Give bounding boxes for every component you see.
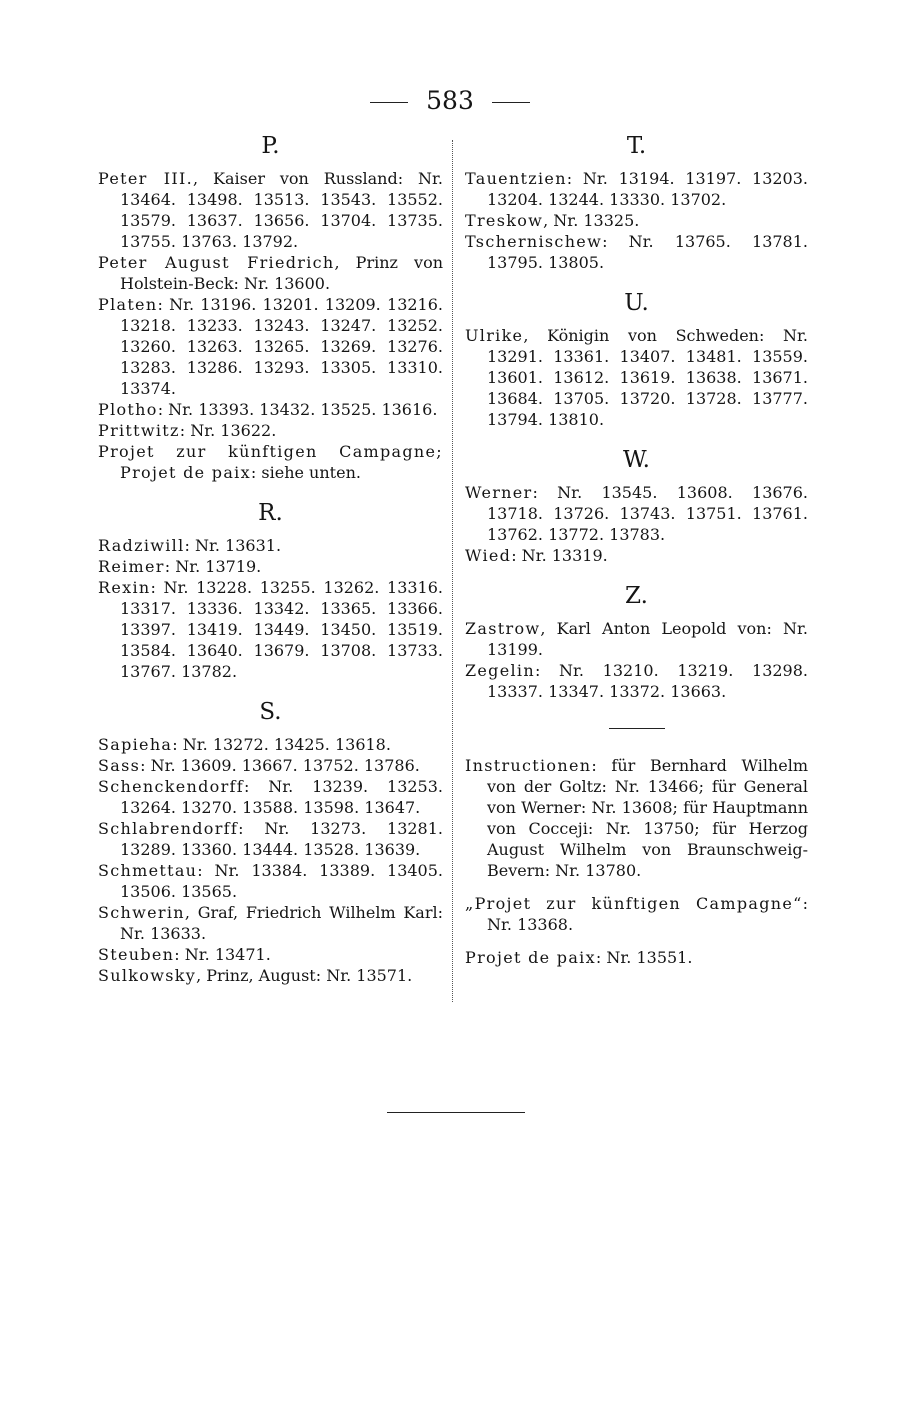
header-dash-left	[370, 102, 408, 103]
entry-name: Zegelin	[465, 661, 535, 680]
index-entry	[465, 545, 808, 566]
index-entry	[98, 755, 443, 776]
index-section	[465, 444, 808, 566]
page-end-rule	[387, 1112, 525, 1113]
index-entry	[98, 252, 443, 294]
entry-name: Treskow	[465, 211, 544, 230]
entry-name: Steuben	[98, 945, 175, 964]
entry-name: Schlabrendorff	[98, 819, 239, 838]
index-entry	[465, 168, 808, 210]
index-entry	[98, 818, 443, 860]
index-section	[98, 497, 443, 682]
entry-references: : Nr. 13545. 13608. 13676. 13718. 13726. 13743. 13751. 13761. 13762. 13772. 13783.	[487, 483, 808, 544]
section-letter: R.	[258, 500, 283, 526]
entry-name: Rexin	[98, 578, 151, 597]
index-entry	[98, 776, 443, 818]
section-letter: U.	[624, 290, 649, 316]
section-letter: S.	[259, 699, 282, 725]
page-header	[0, 86, 900, 115]
entry-name: Projet de paix	[465, 948, 596, 967]
index-entry	[465, 618, 808, 660]
index-entry	[465, 482, 808, 545]
index-entry	[465, 947, 808, 968]
entry-name: Sass	[98, 756, 141, 775]
right-column	[465, 130, 808, 980]
section-letter: W.	[623, 447, 650, 473]
index-section	[465, 130, 808, 273]
entry-name: Zastrow	[465, 619, 541, 638]
left-column	[98, 130, 443, 1000]
notes	[465, 755, 808, 968]
index-entry	[465, 660, 808, 702]
entry-references: , Prinz, August: Nr. 13571.	[196, 966, 413, 985]
entry-name: „Projet zur künftigen Campagne“	[465, 894, 803, 913]
entry-references: : Nr. 13609. 13667. 13752. 13786.	[140, 756, 420, 775]
right-column-sections	[465, 130, 808, 702]
entry-name: Peter August Friedrich	[98, 253, 335, 272]
entry-name: Tschernischew	[465, 232, 603, 251]
entry-references: : Nr. 13384. 13389. 13405. 13506. 13565.	[120, 861, 443, 901]
index-entry	[465, 325, 808, 430]
index-entry	[465, 893, 808, 935]
entry-references: : Nr. 13393. 13432. 13525. 13616.	[157, 400, 438, 419]
section-rule	[609, 728, 665, 729]
index-entry	[98, 902, 443, 944]
index-entry	[98, 860, 443, 902]
entry-name: Werner	[465, 483, 533, 502]
index-section	[465, 287, 808, 430]
entry-name: Wied	[465, 546, 512, 565]
entry-name: Platen	[98, 295, 158, 314]
entry-name: Sapieha	[98, 735, 173, 754]
entry-references: : Nr. 13551.	[595, 948, 693, 967]
entry-references: : Nr. 13196. 13201. 13209. 13216. 13218. 13233. 13243. 13247. 13252. 13260. 13263. 13265. 13269. 13276. 13283. 13286. 13293. 13305. 13310. 13374.	[120, 295, 443, 398]
entry-references: , Graf, Friedrich Wilhelm Karl: Nr. 13633.	[120, 903, 443, 943]
entry-name: Schenckendorff	[98, 777, 244, 796]
entry-references: : Nr. 13622.	[179, 421, 277, 440]
entry-name: Projet zur künftigen Campagne; Projet de paix	[98, 442, 443, 482]
entry-name: Schmettau	[98, 861, 198, 880]
index-entry	[98, 399, 443, 420]
index-section	[98, 130, 443, 483]
index-entry	[98, 734, 443, 755]
index-section	[465, 580, 808, 702]
entry-references: : Nr. 13719.	[164, 557, 262, 576]
section-letter: T.	[626, 133, 647, 159]
index-entry	[98, 965, 443, 986]
index-entry	[98, 556, 443, 577]
entry-references: , Karl Anton Leopold von: Nr. 13199.	[487, 619, 808, 659]
entry-name: Instructionen	[465, 756, 592, 775]
entry-name: Plotho	[98, 400, 158, 419]
entry-name: Tauentzien	[465, 169, 567, 188]
index-section	[98, 696, 443, 986]
index-entry	[465, 231, 808, 273]
entry-name: Schwerin	[98, 903, 185, 922]
entry-name: Peter III.	[98, 169, 194, 188]
entry-references: : Nr. 13319.	[511, 546, 608, 565]
index-entry	[98, 577, 443, 682]
entry-references: : Nr. 13631.	[184, 536, 282, 555]
entry-references: , Kaiser von Russland: Nr. 13464. 13498. 13513. 13543. 13552. 13579. 13637. 13656. 13704. 13735. 13755. 13763. 13792.	[120, 169, 444, 251]
entry-references: : Nr. 13273. 13281. 13289. 13360. 13444. 13528. 13639.	[120, 819, 443, 859]
section-letter: Z.	[625, 583, 648, 609]
index-entry	[98, 441, 443, 483]
index-entry	[98, 535, 443, 556]
index-entry	[98, 944, 443, 965]
entry-references: , Prinz von Holstein-Beck: Nr. 13600.	[120, 253, 443, 293]
index-entry	[465, 755, 808, 881]
entry-references: : Nr. 13368.	[487, 894, 808, 934]
entry-references: : Nr. 13194. 13197. 13203. 13204. 13244. 13330. 13702.	[487, 169, 808, 209]
index-entry	[98, 420, 443, 441]
entry-references: : Nr. 13471.	[174, 945, 271, 964]
index-entry	[465, 210, 808, 231]
entry-name: Reimer	[98, 557, 165, 576]
entry-name: Prittwitz	[98, 421, 180, 440]
page-number: 583	[426, 86, 474, 115]
entry-references: : Nr. 13228. 13255. 13262. 13316. 13317. 13336. 13342. 13365. 13366. 13397. 13419. 13449. 13450. 13519. 13584. 13640. 13679. 13708. 13733. 13767. 13782.	[120, 578, 443, 681]
entry-references: : für Bernhard Wilhelm von der Goltz: Nr. 13466; für General von Werner: Nr. 13608; für Hauptmann von Cocceji: Nr. 13750; für Herzog August Wilhelm von Braunschweig-Bevern: Nr. 13780.	[487, 756, 808, 880]
entry-references: : Nr. 13239. 13253. 13264. 13270. 13588. 13598. 13647.	[120, 777, 443, 817]
entry-references: : siehe unten.	[250, 463, 361, 482]
section-letter: P.	[261, 133, 280, 159]
header-dash-right	[492, 102, 530, 103]
entry-references: : Nr. 13272. 13425. 13618.	[172, 735, 391, 754]
entry-name: Radziwill	[98, 536, 185, 555]
entry-references: : Nr. 13210. 13219. 13298. 13337. 13347. 13372. 13663.	[487, 661, 808, 701]
entry-name: Sulkowsky	[98, 966, 197, 985]
entry-references: , Königin von Schweden: Nr. 13291. 13361. 13407. 13481. 13559. 13601. 13612. 13619. 13638. 13671. 13684. 13705. 13720. 13728. 13777. 13794. 13810.	[487, 326, 808, 429]
entry-name: Ulrike	[465, 326, 524, 345]
column-divider	[452, 140, 453, 1002]
index-entry	[98, 294, 443, 399]
entry-references: , Nr. 13325.	[543, 211, 640, 230]
index-entry	[98, 168, 443, 252]
entry-references: : Nr. 13765. 13781. 13795. 13805.	[487, 232, 808, 272]
